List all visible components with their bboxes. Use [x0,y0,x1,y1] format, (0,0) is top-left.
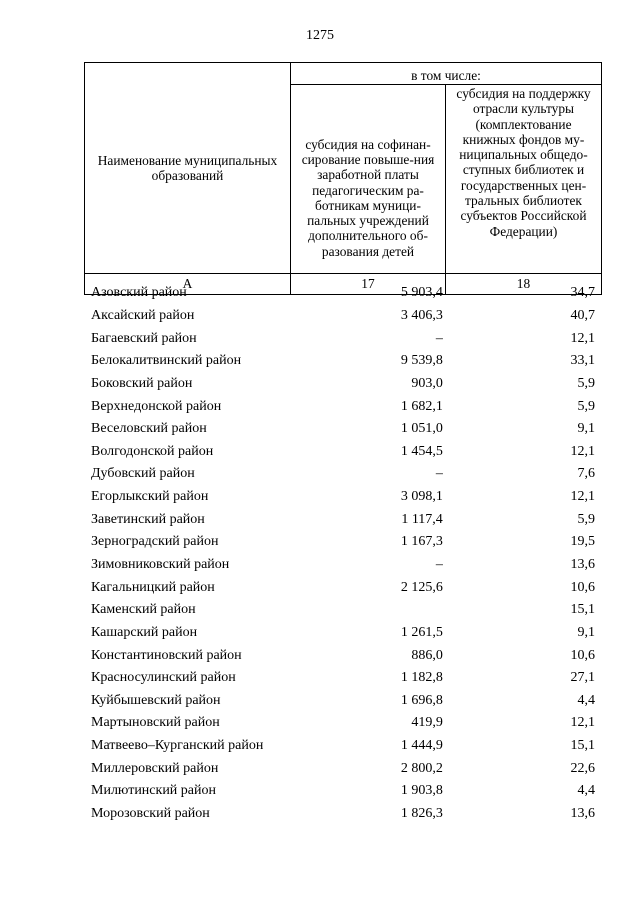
row-value-17: 903,0 [411,375,443,391]
table-header [84,62,602,295]
row-name: Зерноградский район [91,534,219,550]
table-row [84,463,601,486]
row-value-18: 7,6 [577,466,596,482]
row-name: Верхнедонской район [91,398,222,414]
table-row [84,780,601,803]
row-value-17: 886,0 [411,647,443,663]
row-name: Азовский район [91,285,187,301]
row-value-17: 2 800,2 [400,760,443,776]
row-name: Багаевский район [91,330,197,346]
table-row [84,395,601,418]
row-name: Мартыновский район [91,715,220,731]
row-name: Дубовский район [91,466,195,482]
column-header-18: субсидия на поддержку отрасли культуры (комплектование книжных фондов му-ниципальных общедо-ступных библиотек и государственных цен-тральных библиотек субъектов Российской Федерации) [446,85,602,274]
table-row [84,327,601,350]
row-value-18: 4,4 [577,692,596,708]
row-value-17: 2 125,6 [400,579,443,595]
row-name: Куйбышевский район [91,692,221,708]
table-row [84,599,601,622]
row-name: Веселовский район [91,421,207,437]
row-value-18: 12,1 [570,443,596,459]
row-value-18: 15,1 [570,738,596,754]
table-row [84,644,601,667]
row-value-18: 10,6 [570,579,596,595]
table-row [84,622,601,645]
table-row [84,486,601,509]
row-value-18: 13,6 [570,557,596,572]
table-row [84,373,601,396]
row-value-17: – [435,557,443,572]
row-name: Боковский район [91,375,193,391]
row-name: Милютинский район [91,783,217,799]
row-name: Егорлыкский район [91,489,209,505]
row-value-18: 12,1 [570,489,596,505]
row-value-18: 27,1 [570,670,596,686]
row-value-17: 1 454,5 [400,443,443,459]
row-value-17: 1 167,3 [400,534,443,550]
row-value-17: 3 406,3 [400,307,443,323]
row-name: Морозовский район [91,806,210,822]
row-value-18: 15,1 [570,602,596,618]
row-name: Каменский район [91,602,196,618]
table-row [84,576,601,599]
row-value-18: 34,7 [570,285,596,301]
row-value-18: 40,7 [570,307,596,323]
row-value-17: 3 098,1 [400,489,443,505]
column-code-18: 18 [446,274,602,295]
row-value-17: – [435,466,443,482]
row-name: Заветинский район [91,511,205,527]
row-value-18: 5,9 [577,511,596,527]
row-value-17: 1 444,9 [400,738,443,754]
row-value-18: 9,1 [577,421,596,437]
table-body [84,282,601,825]
row-value-17: – [435,330,443,346]
row-value-17: 1 117,4 [401,511,443,527]
row-value-17: 1 826,3 [400,806,443,822]
row-value-18: 13,6 [570,806,596,822]
row-name: Зимовниковский район [91,557,230,572]
row-value-17: 1 182,8 [400,670,443,686]
row-value-18: 12,1 [570,715,596,731]
row-value-17: 9 539,8 [400,353,443,369]
row-name: Волгодонской район [91,443,214,459]
row-name: Кагальницкий район [91,579,215,595]
table-row [84,757,601,780]
table-row [84,350,601,373]
table-row [84,667,601,690]
row-value-18: 4,4 [577,783,596,799]
column-header-name: Наименование муниципальных образований [85,63,291,274]
row-value-17: 1 682,1 [400,398,443,414]
row-value-18: 33,1 [570,353,596,369]
row-value-18: 12,1 [570,330,596,346]
page-number: 1275 [306,28,334,43]
row-value-18: 19,5 [570,534,596,550]
row-value-18: 5,9 [577,375,596,391]
row-name: Аксайский район [91,307,195,323]
column-code-a: А [85,274,291,295]
row-value-17: 419,9 [411,715,443,731]
row-value-18: 5,9 [577,398,596,414]
column-group-header: в том числе: [291,63,602,85]
row-value-17: 1 903,8 [400,783,443,799]
row-value-18: 9,1 [577,624,596,640]
table-row [84,282,601,305]
row-name: Белокалитвинский район [91,353,242,369]
table-row [84,554,601,577]
row-value-17: 1 696,8 [400,692,443,708]
row-value-18: 22,6 [570,760,596,776]
table-row [84,803,601,826]
table-row [84,305,601,328]
row-name: Константиновский район [91,647,242,663]
table-row [84,712,601,735]
row-value-17: 5 903,4 [400,285,443,301]
row-value-17: 1 051,0 [400,421,443,437]
column-code-17: 17 [291,274,446,295]
row-name: Миллеровский район [91,760,219,776]
row-name: Красносулинский район [91,670,236,686]
table-row [84,735,601,758]
table-row [84,508,601,531]
column-header-17: субсидия на софинан-сирование повыше-ния заработной платы педагогическим ра-ботникам муници-пальных учреждений дополнительного об-разования детей [291,85,446,274]
table-row [84,690,601,713]
row-value-17: 1 261,5 [400,624,443,640]
table-row [84,440,601,463]
row-name: Матвеево–Курганский район [91,738,264,754]
row-value-18: 10,6 [570,647,596,663]
row-name: Кашарский район [91,624,198,640]
table-row [84,531,601,554]
table-row [84,418,601,441]
